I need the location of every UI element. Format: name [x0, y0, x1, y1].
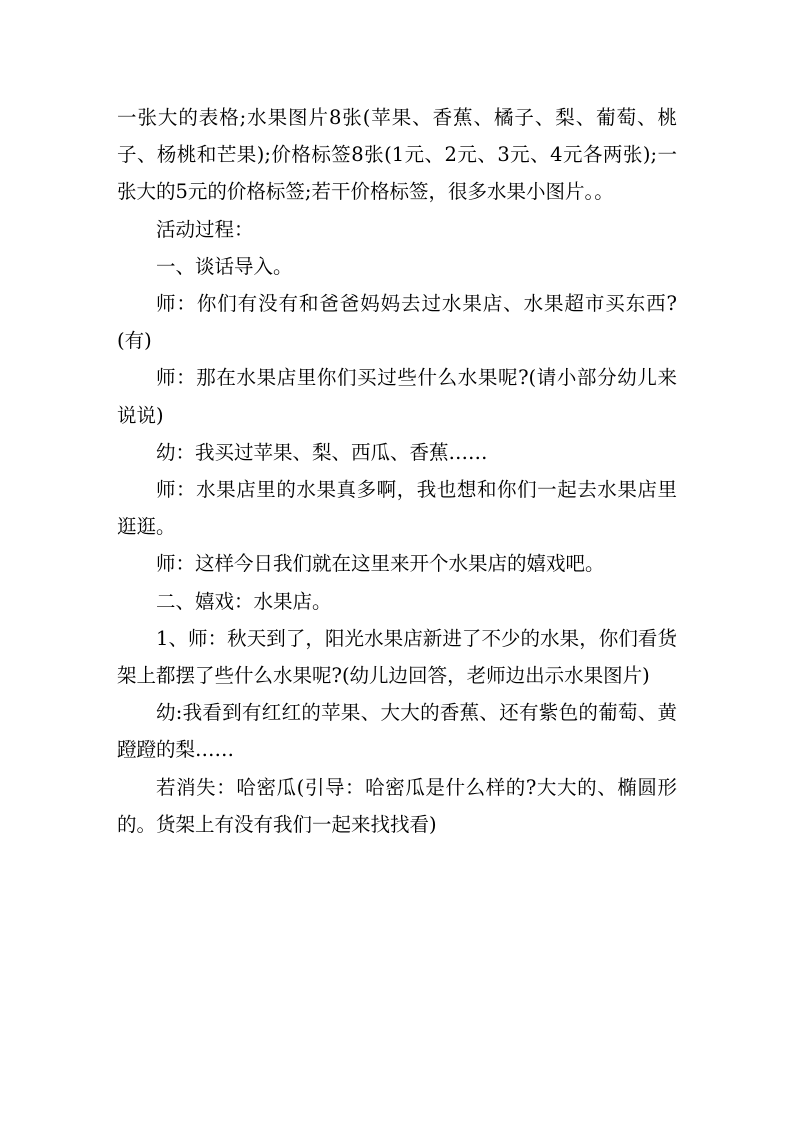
section-heading-conversation: 一、谈话导入。 — [156, 254, 293, 278]
activity-process-heading: 活动过程： — [156, 217, 254, 241]
document-body — [117, 99, 677, 843]
child-line: 幼：我买过苹果、梨、西瓜、香蕉…… — [156, 440, 488, 464]
teacher-line: 师：你们有没有和爸爸妈妈去过水果店、水果超市买东西?(有) — [117, 292, 677, 353]
section-heading-game: 二、嬉戏：水果店。 — [156, 589, 332, 613]
teacher-line: 师：水果店里的水果真多啊，我也想和你们一起去水果店里逛逛。 — [117, 478, 677, 539]
teacher-line: 师：那在水果店里你们买过些什么水果呢?(请小部分幼儿来说说) — [117, 366, 677, 427]
child-line: 幼:我看到有红红的苹果、大大的香蕉、还有紫色的葡萄、黄蹬蹬的梨…… — [117, 701, 677, 762]
step-paragraph: 1、师：秋天到了，阳光水果店新进了不少的水果，你们看货架上都摆了些什么水果呢?(幼儿边回答，老师边出示水果图片) — [117, 626, 677, 688]
materials-paragraph: 一张大的表格;水果图片8张(苹果、香蕉、橘子、梨、葡萄、桃子、杨桃和芒果);价格标签8张(1元、2元、3元、4元各两张);一张大的5元的价格标签;若干价格标签，很多水果小图片。。 — [117, 106, 677, 204]
teacher-line: 师：这样今日我们就在这里来开个水果店的嬉戏吧。 — [156, 552, 605, 576]
guidance-paragraph: 若消失：哈密瓜(引导：哈密瓜是什么样的?大大的、椭圆形的。货架上有没有我们一起来找找看) — [117, 775, 677, 836]
